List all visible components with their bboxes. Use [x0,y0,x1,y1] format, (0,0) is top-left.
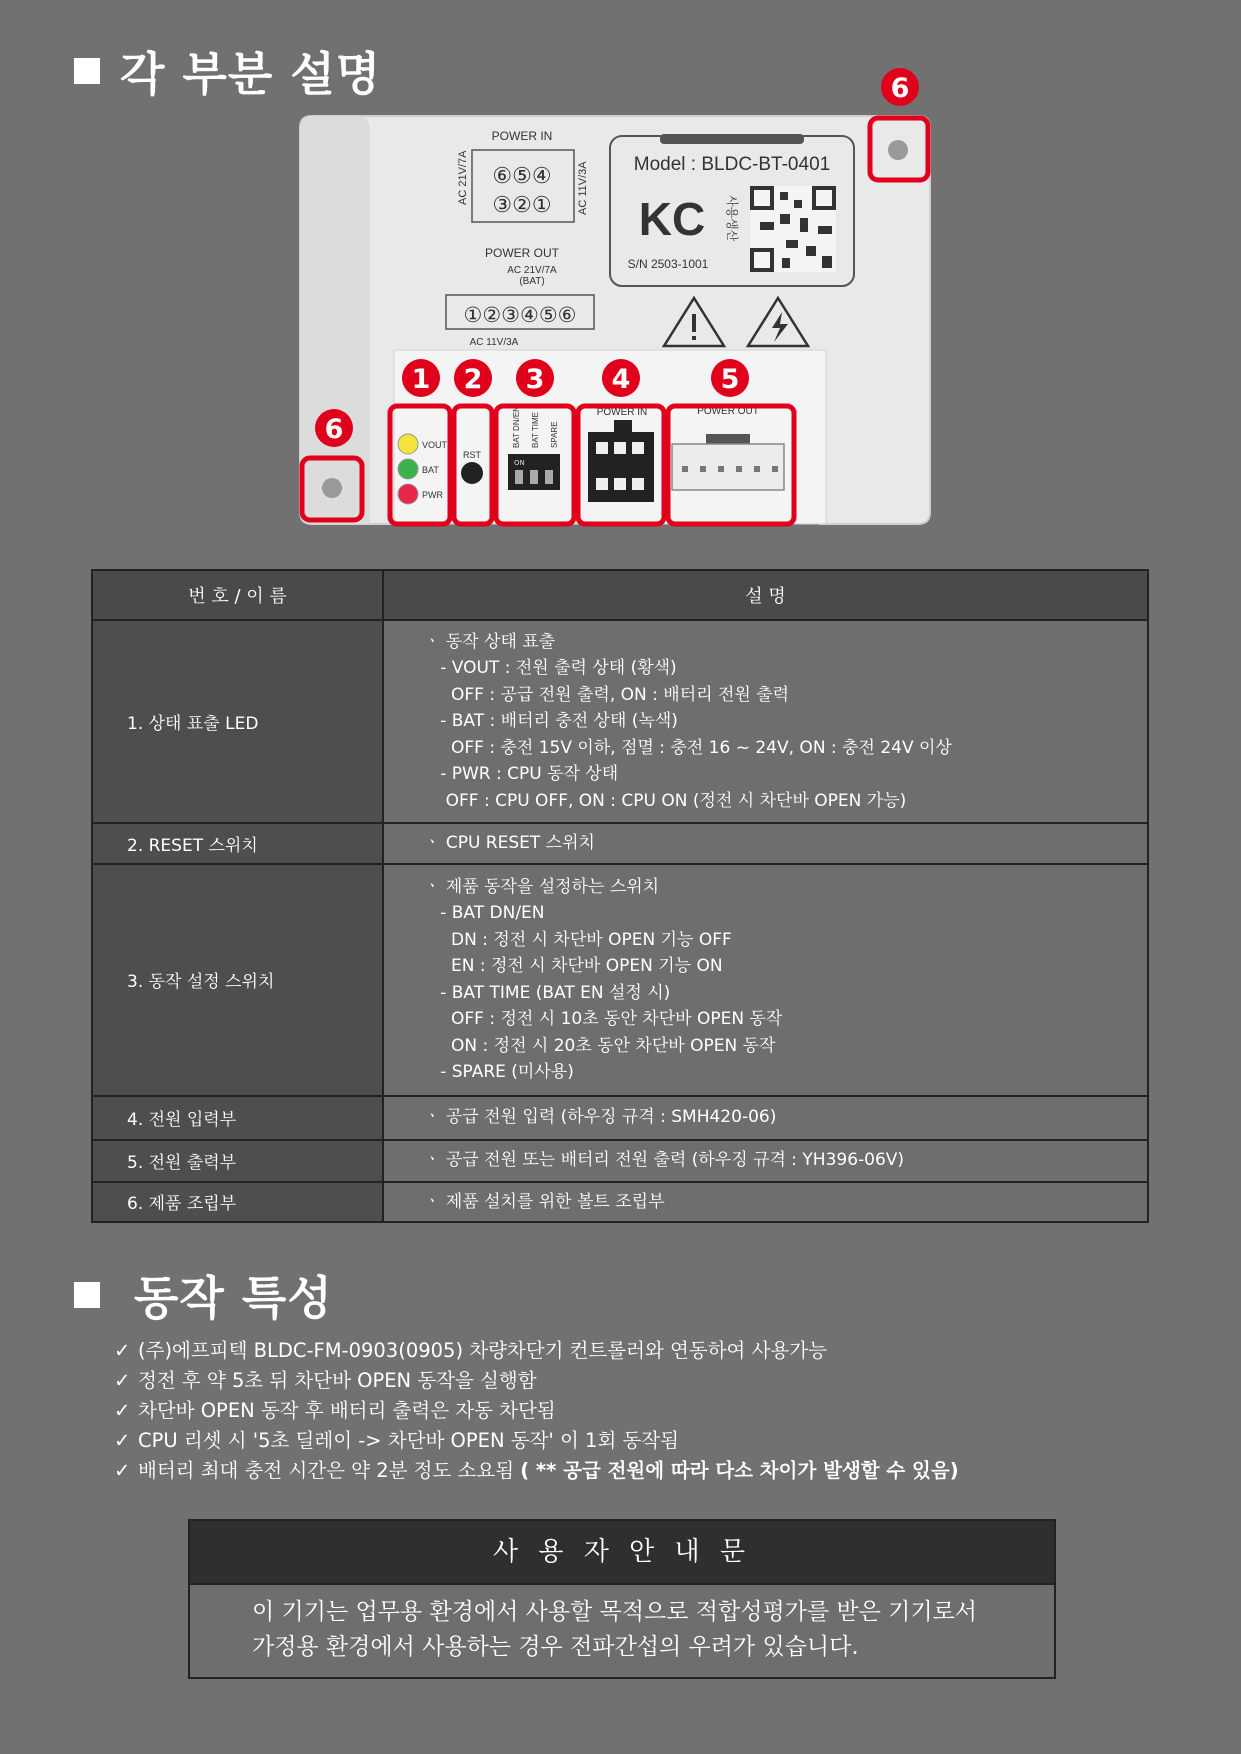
led-label-vout: VOUT [422,440,448,450]
table-row [92,864,1148,1096]
feature-text: 차단바 OPEN 동작 후 배터리 출력은 자동 차단됨 [138,1399,556,1422]
row-name: 5. 전원 출력부 [92,1140,383,1182]
power-in-pins-top: ⑥⑤④ [492,163,552,188]
feature-text: (주)에프피텍 BLDC-FM-0903(0905) 차량차단기 컨트롤러와 연동하여 사용가능 [138,1339,827,1362]
power-out-bottom-label: AC 11V/3A [469,337,519,348]
list-item [114,1336,959,1366]
serial-label: S/N 2503-1001 [627,257,709,271]
notice-line: 가정용 환경에서 사용하는 경우 전파간섭의 우려가 있습니다. [252,1634,859,1660]
kc-mark: KC [638,193,706,245]
section-title-text: 각 부분 설명 [120,47,382,101]
dip-label-2: BAT TIME [531,411,540,448]
row-desc [383,823,1148,864]
callout-6-top [881,68,919,106]
callout-3 [516,359,554,397]
row-name: 3. 동작 설정 스위치 [92,864,383,1096]
power-out-pins: ①②③④⑤⑥ [463,304,577,327]
power-out-connector-icon [672,444,784,490]
desc-line: - BAT TIME (BAT EN 설정 시) [424,982,671,1003]
callout-6-top-text: 6 [890,73,910,104]
row-name: 4. 전원 입력부 [92,1096,383,1140]
header-name: 번 호 / 이 름 [92,570,383,620]
desc-line: OFF : CPU OFF, ON : CPU ON (정전 시 차단바 OPEN 가능) [424,790,907,811]
callout-5-text: 5 [720,364,740,395]
power-in-label: POWER IN [491,129,553,143]
maker-label: 사용생산 [725,195,739,242]
desc-line: OFF : 충전 15V 이하, 점멸 : 충전 16 ~ 24V, ON : 충전 24V 이상 [424,737,952,758]
desc-line: - VOUT : 전원 출력 상태 (황색) [424,658,677,679]
model-label: Model : BLDC-BT-0401 [633,154,831,175]
list-item [114,1426,959,1456]
check-icon: ✓ [114,1399,131,1422]
feature-text: 정전 후 약 5초 뒤 차단바 OPEN 동작을 실행함 [138,1369,537,1392]
desc-line: OFF : 정전 시 10초 동안 차단바 OPEN 동작 [424,1009,783,1029]
row-desc [383,620,1148,823]
power-out-label: POWER OUT [485,246,559,260]
row-desc [383,1096,1148,1140]
desc-line: EN : 정전 시 차단바 OPEN 기능 ON [424,956,723,976]
table-header-row [92,570,1148,620]
feature-list [114,1336,959,1486]
user-notice-box [188,1519,1056,1679]
led-label-pwr: PWR [422,490,443,500]
feature-text: CPU 리셋 시 '5초 딜레이 -> 차단바 OPEN 동작' 이 1회 동작됨 [138,1429,679,1452]
desc-line: ㆍ CPU RESET 스위치 [424,833,595,853]
check-icon: ✓ [114,1429,131,1452]
notice-line: 이 기기는 업무용 환경에서 사용할 목적으로 적합성평가를 받은 기기로서 [252,1599,978,1625]
desc-line: DN : 정전 시 차단바 OPEN 기능 OFF [424,929,732,950]
table-row [92,620,1148,823]
mount-hole-top [888,140,908,160]
feature-note: ( ** 공급 전원에 따라 다소 차이가 발생할 수 있음) [520,1459,959,1482]
led-vout-icon [398,434,418,454]
feature-text: 배터리 최대 충전 시간은 약 2분 정도 소요됨 [138,1459,521,1482]
callout-1-text: 1 [411,364,431,395]
table-row [92,1182,1148,1223]
dip-on-label: ON [514,459,525,467]
square-bullet-icon [74,1282,100,1308]
callout-4-text: 4 [611,364,631,395]
list-item [114,1456,959,1486]
desc-line: OFF : 공급 전원 출력, ON : 배터리 전원 출력 [424,684,790,705]
power-in-pins-bottom: ③②① [492,192,552,217]
table-row [92,823,1148,864]
dip-label-1: BAT DN/EN [512,406,521,448]
power-out-top-label: AC 21V/7A [507,265,557,276]
row-desc [383,864,1148,1096]
check-icon: ✓ [114,1339,131,1362]
desc-line: - BAT DN/EN [424,903,545,923]
power-out-bat-label: (BAT) [519,276,545,287]
callout-4 [602,359,640,397]
led-pwr-icon [398,484,418,504]
row-name: 2. RESET 스위치 [92,823,383,864]
conn-in-label: POWER IN [596,407,648,418]
desc-line: ON : 정전 시 20초 동안 차단바 OPEN 동작 [424,1035,776,1056]
notice-title: 사 용 자 안 내 문 [190,1521,1054,1585]
desc-line: - BAT : 배터리 충전 상태 (녹색) [424,711,678,732]
conn-out-label: POWER OUT [697,406,759,417]
row-desc [383,1140,1148,1182]
callout-1 [402,359,440,397]
power-in-left-label: AC 21V/7A [457,150,469,205]
check-icon: ✓ [114,1459,131,1482]
header-desc: 설 명 [383,570,1148,620]
power-in-right-label: AC 11V/3A [577,161,589,215]
callout-6-left [315,409,353,447]
desc-line: - PWR : CPU 동작 상태 [424,764,619,785]
row-desc [383,1182,1148,1223]
list-item [114,1396,959,1426]
callout-2 [454,359,492,397]
qr-code-icon [750,186,836,272]
reset-button-icon [461,462,483,484]
desc-line: ㆍ 동작 상태 표출 [424,631,556,652]
led-bat-icon [398,459,418,479]
desc-line: ㆍ 공급 전원 입력 (하우징 규격 : SMH420-06) [424,1107,777,1128]
rst-label: RST [463,450,481,460]
section-title-text: 동작 특성 [134,1271,333,1325]
desc-line: ㆍ 제품 동작을 설정하는 스위치 [424,876,660,897]
desc-line: ㆍ 공급 전원 또는 배터리 전원 출력 (하우징 규격 : YH396-06V) [424,1150,905,1171]
list-item [114,1366,959,1396]
table-row [92,1140,1148,1182]
callout-6-left-text: 6 [324,414,344,445]
led-label-bat: BAT [422,465,439,475]
device-illustration [0,0,1241,540]
callout-2-text: 2 [463,364,483,395]
section-title-characteristics [74,1262,333,1328]
desc-line: ㆍ 제품 설치를 위한 볼트 조립부 [424,1191,665,1212]
parts-description-table [91,569,1149,1223]
check-icon: ✓ [114,1369,131,1392]
mount-hole-left [322,478,342,498]
callout-3-text: 3 [525,364,545,395]
table-row [92,1096,1148,1140]
callout-5 [711,359,749,397]
row-name: 6. 제품 조립부 [92,1182,383,1223]
dip-label-3: SPARE [550,421,559,448]
row-name: 1. 상태 표출 LED [92,620,383,823]
desc-line: - SPARE (미사용) [424,1062,574,1082]
notice-body [190,1585,1054,1677]
